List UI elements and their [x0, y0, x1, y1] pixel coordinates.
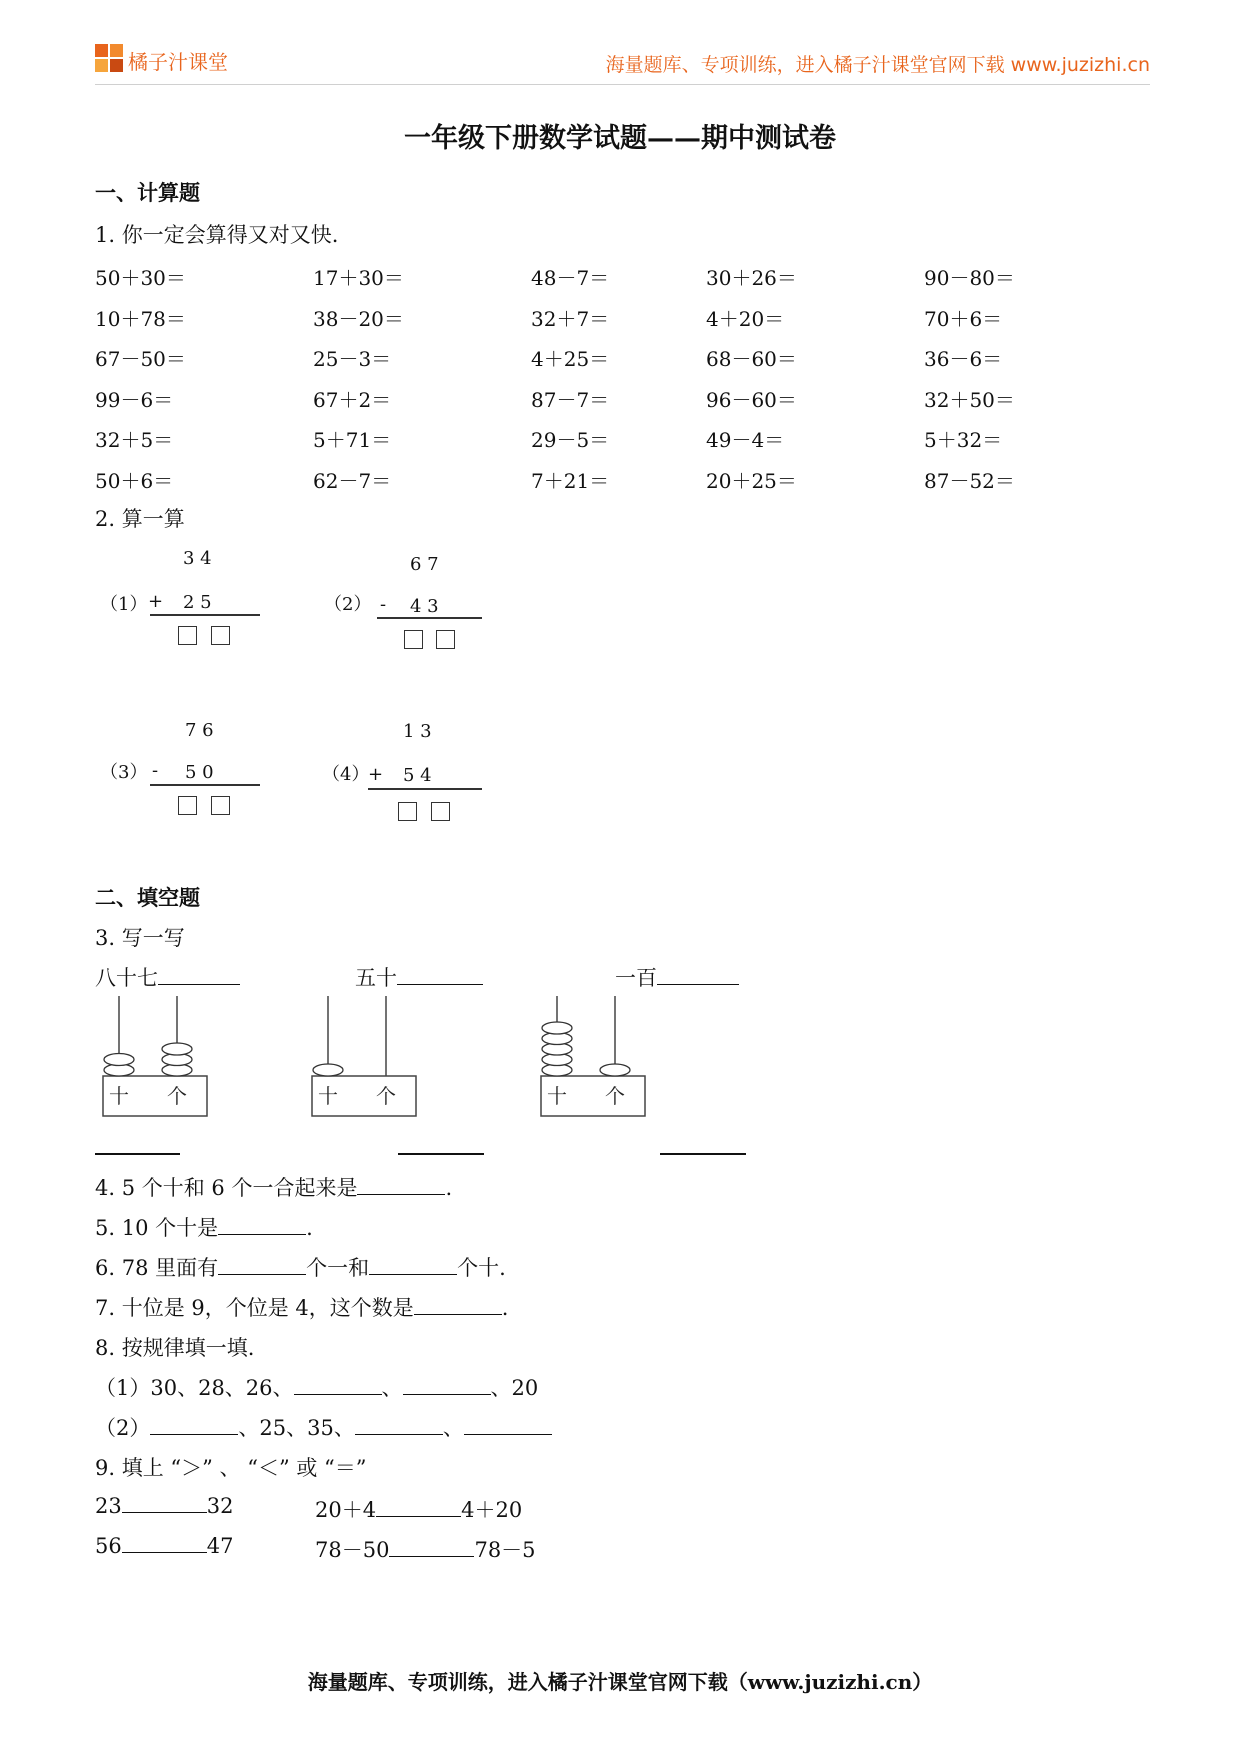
question-text: 、: [442, 1416, 464, 1440]
abacus-bead: [542, 1022, 572, 1034]
arithmetic-problem: 90－80＝: [924, 266, 1015, 290]
answer-box[interactable]: [211, 626, 230, 645]
answer-blank[interactable]: [158, 966, 240, 985]
abacus-bead: [313, 1064, 343, 1076]
answer-box[interactable]: [178, 626, 197, 645]
abacus-word-2: [355, 962, 483, 992]
answer-blank[interactable]: [355, 1416, 443, 1435]
arithmetic-problem: 20＋25＝: [706, 468, 797, 493]
compare-right: 78－5: [474, 1538, 536, 1562]
question-text: .: [501, 1296, 509, 1320]
abacus-label-ones: 个: [167, 1084, 187, 1108]
answer-box[interactable]: [398, 802, 417, 821]
abacus-word-text: 八十七: [95, 966, 158, 990]
abacus-label-tens: 十: [318, 1084, 338, 1108]
answer-blank[interactable]: [122, 1534, 207, 1553]
abacus-label-ones: 个: [376, 1084, 396, 1108]
vertical-1-line: [150, 614, 260, 616]
question-8-2: [95, 1412, 552, 1442]
question-3-label: 3. 写一写: [95, 926, 185, 950]
vertical-1-bottom: 2 5: [183, 592, 212, 613]
compare-right: 32: [206, 1494, 234, 1518]
arithmetic-problem: 25－3＝: [313, 347, 392, 371]
vertical-3-bottom: 5 0: [185, 762, 214, 783]
answer-box[interactable]: [431, 802, 450, 821]
compare-row-2a: [95, 1534, 233, 1558]
vertical-3-label: （3）: [100, 762, 148, 783]
answer-blank[interactable]: [414, 1296, 502, 1315]
vertical-3-line: [150, 784, 260, 786]
compare-row-1a: [95, 1494, 233, 1518]
abacus-word-3: [615, 962, 739, 992]
abacus-word-1: [95, 962, 240, 992]
answer-blank[interactable]: [389, 1538, 474, 1557]
arithmetic-problem: 32＋50＝: [924, 387, 1015, 412]
vertical-3-op: -: [152, 760, 159, 781]
answer-box[interactable]: [178, 796, 197, 815]
arithmetic-problem: 17＋30＝: [313, 266, 404, 290]
question-text: 6. 78 里面有: [95, 1256, 219, 1280]
arithmetic-problem: 70＋6＝: [924, 306, 1003, 331]
compare-right: 4＋20: [461, 1498, 523, 1522]
arithmetic-problem: 87－52＝: [924, 468, 1015, 493]
vertical-4-bottom: 5 4: [403, 765, 432, 786]
question-text: 个一和: [306, 1256, 370, 1280]
abacus-bead: [162, 1043, 192, 1055]
compare-right: 47: [206, 1534, 234, 1558]
answer-blank[interactable]: [376, 1498, 461, 1517]
section-heading-fill: 二、填空题: [95, 885, 200, 910]
vertical-2-label: （2）: [324, 594, 372, 615]
abacus-word-text: 五十: [355, 966, 397, 990]
question-text: （1）30、28、26、: [95, 1376, 294, 1400]
question-8-1: [95, 1372, 538, 1402]
header-slogan: 海量题库、专项训练，进入橘子汁课堂官网下载 www.juzizhi.cn: [605, 54, 1150, 76]
arithmetic-problem: 7＋21＝: [531, 468, 610, 493]
answer-blank[interactable]: [218, 1216, 306, 1235]
arithmetic-problem: 4＋20＝: [706, 306, 785, 331]
arithmetic-problem: 50＋30＝: [95, 266, 186, 290]
answer-blank[interactable]: [398, 1153, 484, 1155]
answer-blank[interactable]: [657, 966, 739, 985]
question-text: 、25、35、: [238, 1416, 355, 1440]
vertical-1-top: 3 4: [183, 548, 212, 569]
answer-blank[interactable]: [122, 1494, 207, 1513]
arithmetic-problem: 32＋5＝: [95, 428, 174, 452]
compare-row-1b: [315, 1494, 522, 1524]
answer-blank[interactable]: [218, 1256, 306, 1275]
vertical-1-label: （1）: [100, 594, 148, 615]
arithmetic-problem: 5＋32＝: [924, 428, 1003, 452]
arithmetic-problem: 36－6＝: [924, 347, 1003, 371]
arithmetic-problem: 48－7＝: [531, 266, 610, 290]
question-8-label: 8. 按规律填一填.: [95, 1336, 255, 1360]
abacus-label-tens: 十: [109, 1084, 129, 1108]
arithmetic-problem: 96－60＝: [706, 387, 797, 412]
answer-blank[interactable]: [464, 1416, 552, 1435]
brand-name: 橘子汁课堂: [128, 50, 228, 74]
question-6: [95, 1252, 506, 1282]
arithmetic-problem: 30＋26＝: [706, 266, 797, 290]
arithmetic-problem: 4＋25＝: [531, 347, 610, 371]
vertical-2-line: [377, 617, 482, 619]
abacus-label-tens: 十: [547, 1084, 567, 1108]
section-heading-calc: 一、计算题: [95, 180, 200, 205]
question-text: 个十.: [457, 1256, 506, 1280]
question-text: （2）: [95, 1416, 151, 1440]
question-text: 、20: [490, 1376, 539, 1400]
question-text: .: [306, 1216, 313, 1240]
abacus-word-text: 一百: [615, 966, 657, 990]
arithmetic-problem: 67＋2＝: [313, 387, 392, 412]
answer-blank[interactable]: [403, 1376, 491, 1395]
question-9-label: 9. 填上 “＞” 、 “＜” 或 “＝”: [95, 1456, 367, 1480]
abacus-label-ones: 个: [605, 1084, 625, 1108]
question-2-label: 2. 算一算: [95, 507, 185, 531]
answer-blank[interactable]: [357, 1176, 445, 1195]
question-7: [95, 1292, 508, 1322]
vertical-4-label: （4）: [322, 764, 370, 785]
answer-box[interactable]: [404, 630, 423, 649]
answer-blank[interactable]: [150, 1416, 238, 1435]
header-divider: [95, 84, 1150, 85]
arithmetic-problem: 62－7＝: [313, 468, 392, 493]
abacus-bead: [104, 1054, 134, 1066]
vertical-3-top: 7 6: [185, 720, 214, 741]
answer-blank[interactable]: [294, 1376, 382, 1395]
vertical-2-op: -: [380, 594, 387, 615]
answer-blank[interactable]: [397, 966, 483, 985]
arithmetic-problem: 10＋78＝: [95, 306, 186, 331]
page-title: 一年级下册数学试题——期中测试卷: [404, 123, 836, 154]
arithmetic-problem: 67－50＝: [95, 347, 186, 371]
compare-row-2b: [315, 1534, 536, 1564]
abacus-figures: [0, 990, 800, 1130]
arithmetic-problem: 32＋7＝: [531, 306, 610, 331]
compare-left: 23: [95, 1494, 122, 1518]
answer-box[interactable]: [211, 796, 230, 815]
question-text: 、: [381, 1376, 403, 1400]
arithmetic-problem: 50＋6＝: [95, 468, 174, 493]
question-text: 5. 10 个十是: [95, 1216, 219, 1240]
vertical-4-op: +: [368, 764, 384, 785]
compare-left: 20＋4: [315, 1498, 377, 1522]
vertical-4-top: 1 3: [403, 721, 432, 742]
abacus-bead: [600, 1064, 630, 1076]
question-1-label: 1. 你一定会算得又对又快.: [95, 223, 339, 247]
vertical-2-top: 6 7: [410, 554, 439, 575]
arithmetic-problem: 99－6＝: [95, 387, 174, 412]
question-4: [95, 1172, 452, 1202]
question-text: 7. 十位是 9，个位是 4，这个数是: [95, 1296, 414, 1320]
page-footer: 海量题库、专项训练，进入橘子汁课堂官网下载（www.juzizhi.cn）: [307, 1670, 933, 1694]
answer-blank[interactable]: [369, 1256, 457, 1275]
arithmetic-problem: 68－60＝: [706, 347, 797, 371]
arithmetic-problem: 29－5＝: [531, 428, 610, 452]
arithmetic-problem: 5＋71＝: [313, 428, 392, 452]
question-5: [95, 1212, 313, 1242]
question-text: .: [445, 1176, 453, 1200]
arithmetic-problem: 38－20＝: [313, 306, 404, 331]
question-text: 4. 5 个十和 6 个一合起来是: [95, 1176, 358, 1200]
answer-blank[interactable]: [95, 1153, 180, 1155]
compare-left: 78－50: [315, 1538, 390, 1562]
brand-logo: [95, 44, 125, 74]
compare-left: 56: [95, 1534, 122, 1558]
vertical-4-line: [368, 788, 482, 790]
arithmetic-problem: 87－7＝: [531, 387, 610, 412]
answer-blank[interactable]: [660, 1153, 746, 1155]
vertical-2-bottom: 4 3: [410, 596, 439, 617]
vertical-1-op: +: [148, 591, 164, 612]
arithmetic-problem: 49－4＝: [706, 428, 785, 452]
answer-box[interactable]: [436, 630, 455, 649]
